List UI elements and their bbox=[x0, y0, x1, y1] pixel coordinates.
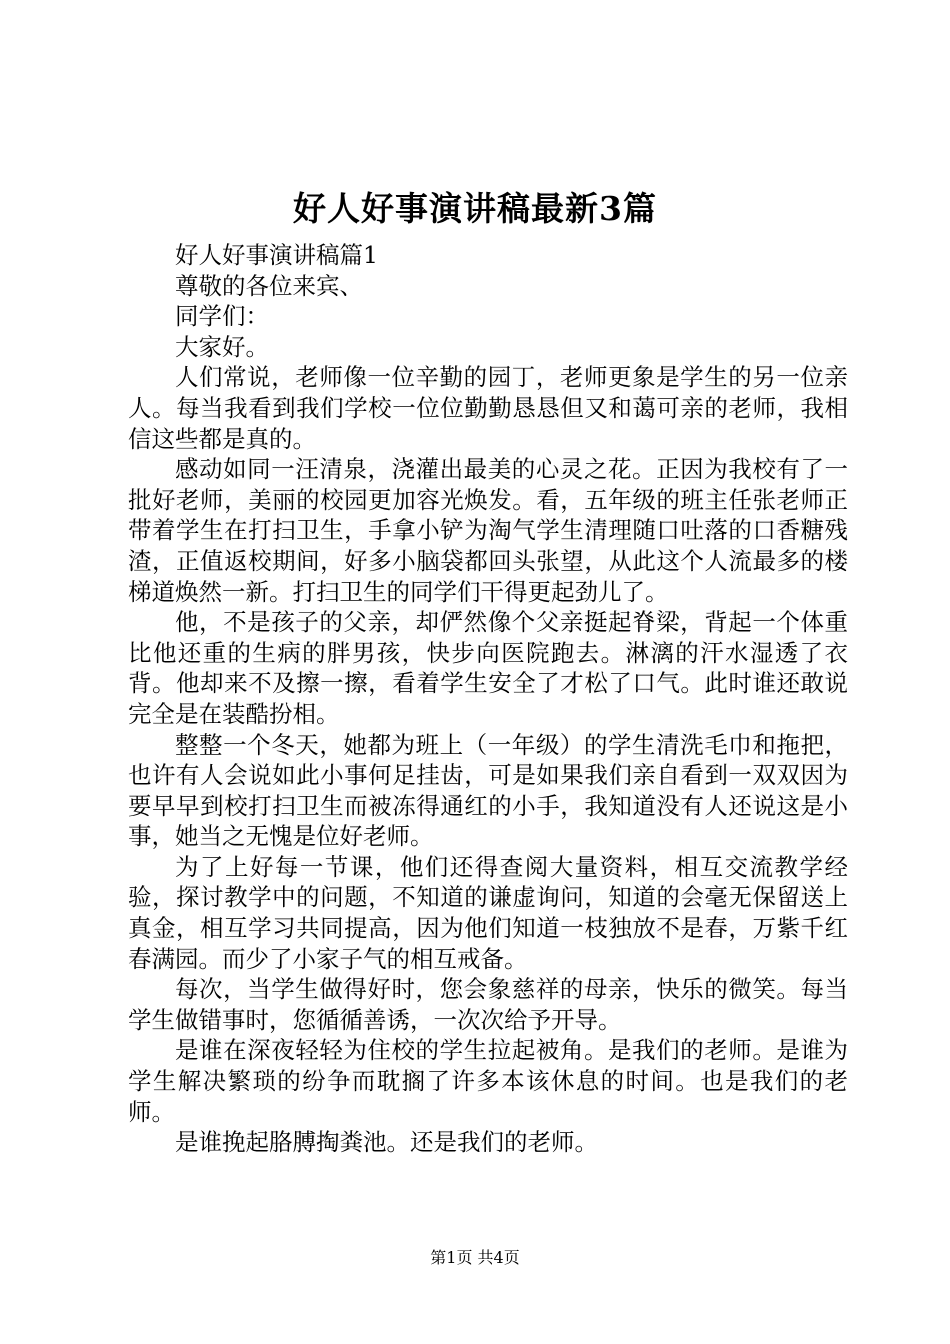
paragraph: 他，不是孩子的父亲，却俨然像个父亲挺起脊梁，背起一个体重比他还重的生病的胖男孩，快步向医院跑去。淋漓的汗水湿透了衣背。他却来不及擦一擦，看着学生安全了才松了口气。此时谁还敢说完全是在装酷扮相。 bbox=[128, 608, 848, 728]
paragraph-salutation-students: 同学们： bbox=[175, 302, 269, 331]
document-title: 好人好事演讲稿最新3篇 bbox=[293, 189, 657, 228]
paragraph: 感动如同一汪清泉，浇灌出最美的心灵之花。正因为我校有了一批好老师，美丽的校园更加容光焕发。看，五年级的班主任张老师正带着学生在打扫卫生，手拿小铲为淘气学生清理随口吐落的口香糖残渣，正值返校期间，好多小脑袋都回头张望，从此这个人流最多的楼梯道焕然一新。打扫卫生的同学们干得更起劲儿了。 bbox=[128, 455, 848, 606]
paragraph-salutation: 尊敬的各位来宾、 bbox=[175, 271, 363, 300]
paragraph: 人们常说，老师像一位辛勤的园丁，老师更象是学生的另一位亲人。每当我看到我们学校一位位勤勤恳恳但又和蔼可亲的老师，我相信这些都是真的。 bbox=[128, 363, 848, 453]
paragraph: 是谁挽起胳膊掏粪池。还是我们的老师。 bbox=[175, 1128, 598, 1157]
paragraph-greeting: 大家好。 bbox=[175, 332, 269, 361]
paragraph-heading: 好人好事演讲稿篇1 bbox=[175, 241, 378, 269]
paragraph: 整整一个冬天，她都为班上（一年级）的学生清洗毛巾和拖把，也许有人会说如此小事何足挂齿，可是如果我们亲自看到一双双因为要早早到校打扫卫生而被冻得通红的小手，我知道没有人还说这是小事，她当之无愧是位好老师。 bbox=[128, 730, 848, 851]
paragraph: 每次，当学生做得好时，您会象慈祥的母亲，快乐的微笑。每当学生做错事时，您循循善诱，一次次给予开导。 bbox=[128, 975, 848, 1034]
paragraph: 为了上好每一节课，他们还得查阅大量资料，相互交流教学经验，探讨教学中的问题，不知道的谦虚询问，知道的会毫无保留送上真金，相互学习共同提高，因为他们知道一枝独放不是春，万紫千红春满园。而少了小家子气的相互戒备。 bbox=[128, 852, 848, 973]
paragraph: 是谁在深夜轻轻为住校的学生拉起被角。是我们的老师。是谁为学生解决繁琐的纷争而耽搁了许多本该休息的时间。也是我们的老师。 bbox=[128, 1036, 848, 1126]
document-body bbox=[128, 240, 848, 1158]
page-footer: 第1页 共4页 bbox=[430, 1248, 520, 1267]
